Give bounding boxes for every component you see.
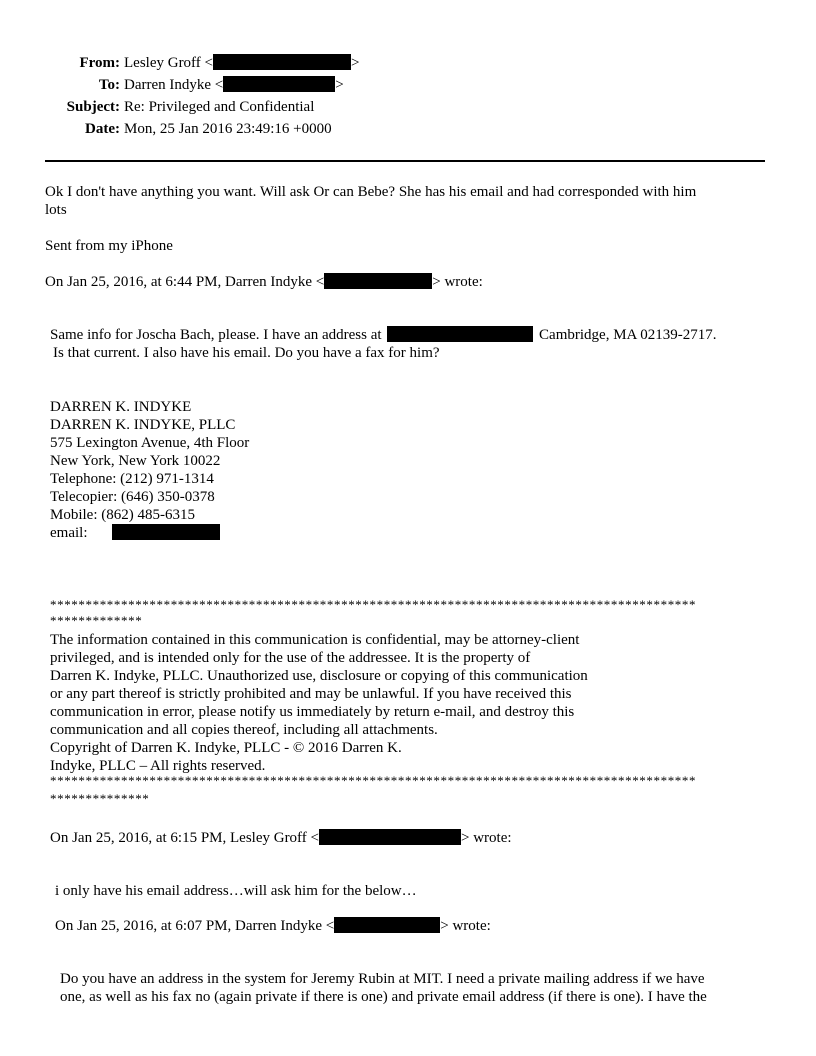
sig-line-1: DARREN K. INDYKE, PLLC xyxy=(50,417,236,433)
sig-email-line xyxy=(50,524,220,542)
quote-prefix: On Jan 25, 2016, at 6:15 PM, Lesley Groff < xyxy=(50,830,319,846)
to-value xyxy=(124,76,344,94)
disclaimer-line-6: Copyright of Darren K. Indyke, PLLC - © 2016 Darren K. xyxy=(50,740,402,756)
sig-line-2: 575 Lexington Avenue, 4th Floor xyxy=(50,435,250,451)
disclaimer-line-7: Indyke, PLLC – All rights reserved. xyxy=(50,758,266,774)
quoted1-line-1a: Same info for Joscha Bach, please. I have an address at xyxy=(50,327,382,343)
disclaimer-stars-bottom: ******************************************************************************************* xyxy=(50,773,697,788)
disclaimer-line-5: communication and all copies thereof, including all attachments. xyxy=(50,722,438,738)
from-label: From: xyxy=(79,55,120,71)
redaction-bar xyxy=(112,524,220,540)
redaction-bar xyxy=(319,829,461,845)
disclaimer-stars-bottom-2: ************** xyxy=(50,791,150,806)
to-name: Darren Indyke < xyxy=(124,77,224,93)
sig-email-label: email: xyxy=(50,525,88,541)
from-value xyxy=(124,54,359,72)
quote-suffix: > wrote: xyxy=(432,274,483,290)
sig-line-6: Mobile: (862) 485-6315 xyxy=(50,507,195,523)
quoted1-line-2: Is that current. I also have his email. Do you have a fax for him? xyxy=(53,345,440,361)
quoted1-line-1 xyxy=(50,326,717,344)
disclaimer-line-2: Darren K. Indyke, PLLC. Unauthorized use, disclosure or copying of this communication xyxy=(50,668,588,684)
reply-quote-header xyxy=(45,273,483,291)
subject-label: Subject: xyxy=(66,99,120,115)
to-label: To: xyxy=(98,77,120,93)
sig-line-0: DARREN K. INDYKE xyxy=(50,399,192,415)
quote-suffix: > wrote: xyxy=(440,918,491,934)
disclaimer-stars-top-2: ************* xyxy=(50,613,143,628)
subject-value: Re: Privileged and Confidential xyxy=(124,99,315,115)
quote-suffix: > wrote: xyxy=(461,830,512,846)
quoted2-header xyxy=(50,829,512,847)
redaction-bar xyxy=(324,273,432,289)
date-label: Date: xyxy=(85,121,120,137)
disclaimer-line-3: or any part thereof is strictly prohibited and may be unlawful. If you have received this xyxy=(50,686,572,702)
quoted3-header xyxy=(55,917,491,935)
quoted3-line-2: one, as well as his fax no (again private if there is one) and private email address (if there is one). I have the xyxy=(60,989,707,1005)
reply-line-2: lots xyxy=(45,202,67,218)
to-close: > xyxy=(335,77,344,93)
reply-line-1: Ok I don't have anything you want. Will ask Or can Bebe? She has his email and had corresponded with him xyxy=(45,184,697,200)
redaction-bar xyxy=(223,76,335,92)
date-value: Mon, 25 Jan 2016 23:49:16 +0000 xyxy=(124,121,332,137)
disclaimer-line-4: communication in error, please notify us immediately by return e-mail, and destroy this xyxy=(50,704,575,720)
quote-prefix: On Jan 25, 2016, at 6:07 PM, Darren Indyke < xyxy=(55,918,335,934)
header-divider xyxy=(45,160,765,162)
sig-line-5: Telecopier: (646) 350-0378 xyxy=(50,489,215,505)
quoted2-body: i only have his email address…will ask him for the below… xyxy=(55,883,417,899)
quoted1-line-1b: Cambridge, MA 02139-2717. xyxy=(539,327,717,343)
sig-line-3: New York, New York 10022 xyxy=(50,453,221,469)
from-close: > xyxy=(351,55,360,71)
quoted3-line-1: Do you have an address in the system for Jeremy Rubin at MIT. I need a private mailing address if we have xyxy=(60,971,705,987)
quote-prefix: On Jan 25, 2016, at 6:44 PM, Darren Indyke < xyxy=(45,274,325,290)
redaction-bar xyxy=(213,54,351,70)
sig-line-4: Telephone: (212) 971-1314 xyxy=(50,471,214,487)
from-name: Lesley Groff < xyxy=(124,55,213,71)
redaction-bar xyxy=(334,917,440,933)
disclaimer-stars-top: ******************************************************************************************* xyxy=(50,597,697,612)
reply-signature: Sent from my iPhone xyxy=(45,238,173,254)
disclaimer-line-1: privileged, and is intended only for the use of the addressee. It is the property of xyxy=(50,650,531,666)
disclaimer-line-0: The information contained in this communication is confidential, may be attorney-client xyxy=(50,632,580,648)
redaction-bar xyxy=(387,326,533,342)
